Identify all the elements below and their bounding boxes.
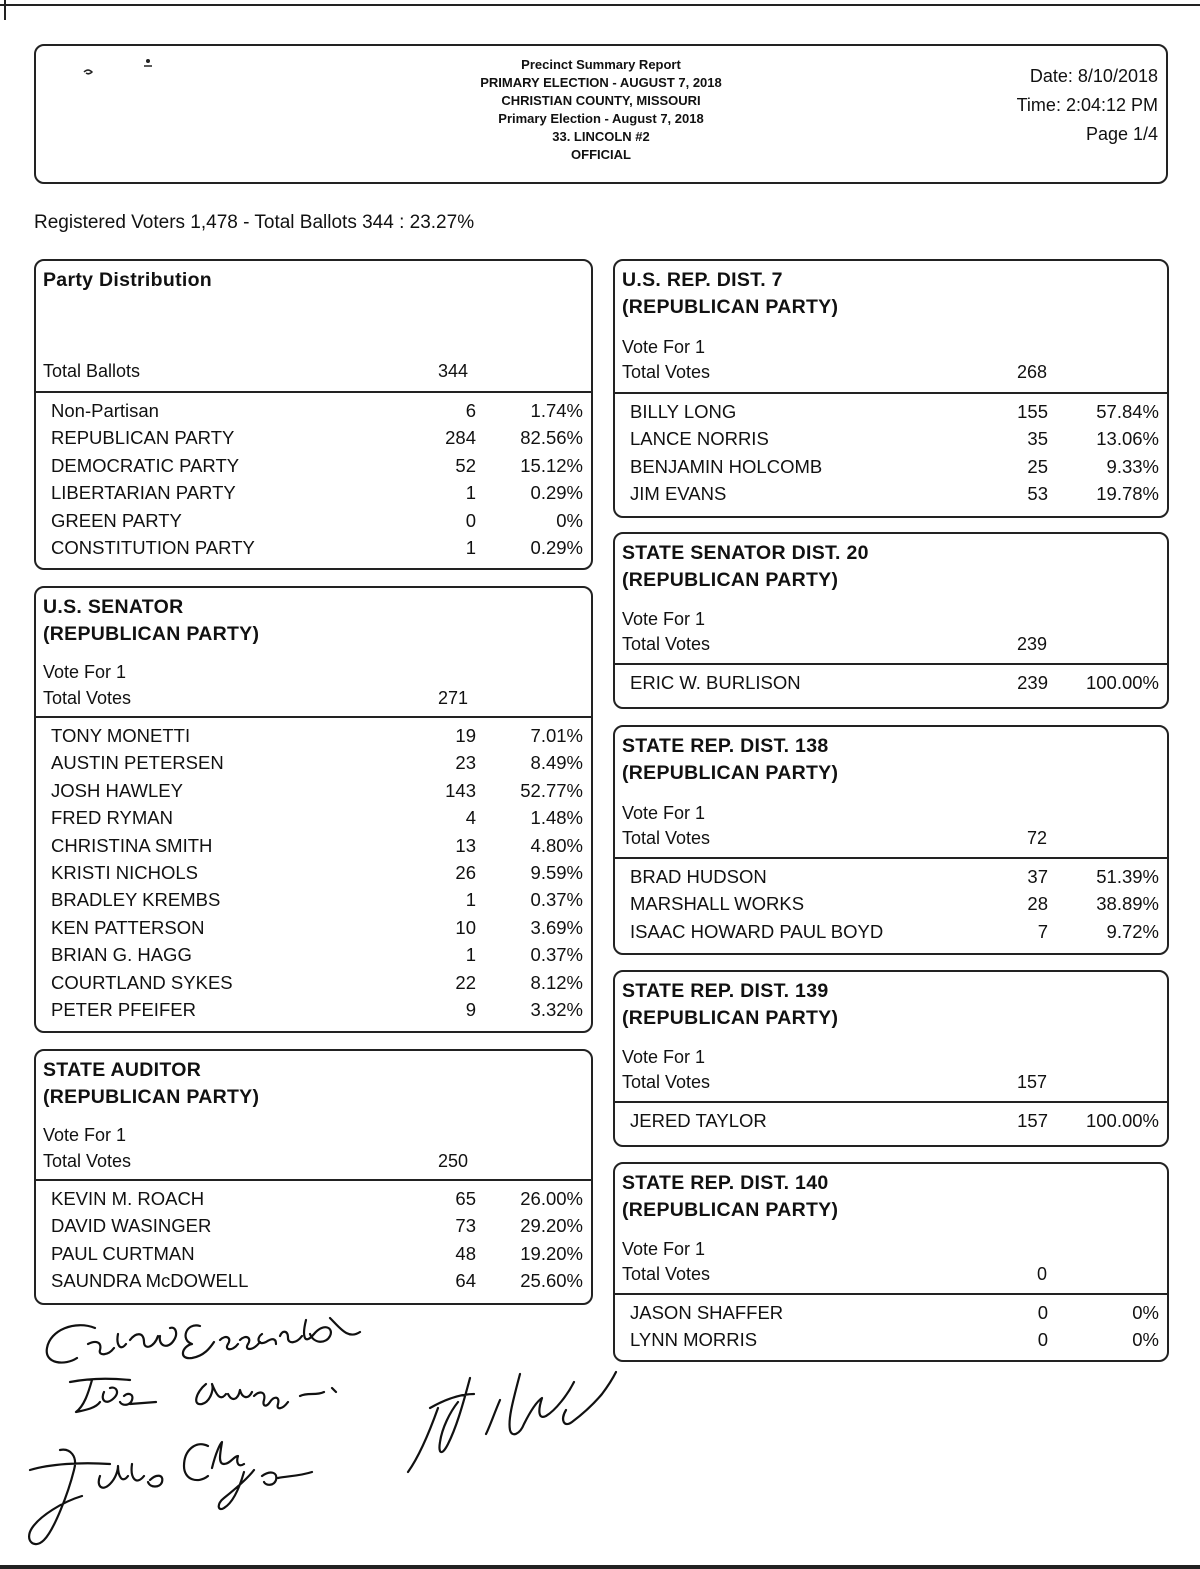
- party-distribution-rows: [36, 393, 591, 565]
- vote-percent: 0%: [1132, 1302, 1159, 1323]
- party-name: (REPUBLICAN PARTY): [622, 762, 839, 784]
- vote-count: 155: [1017, 401, 1048, 422]
- signature-2: [70, 1379, 336, 1412]
- total-value: 268: [1016, 362, 1047, 382]
- total-label: Total Votes: [43, 1151, 132, 1171]
- candidate-name: JOSH HAWLEY: [51, 779, 183, 801]
- contest-title: [43, 594, 583, 648]
- vote-count: 64: [455, 1270, 476, 1292]
- vote-count: 25: [1027, 455, 1048, 477]
- candidate-name: KEVIN M. ROACH: [51, 1188, 205, 1209]
- result-row: [51, 1185, 583, 1212]
- contest-title: [622, 978, 1159, 1032]
- result-row: [51, 1267, 583, 1294]
- candidate-name: ERIC W. BURLISON: [630, 672, 801, 693]
- office-name: U.S. REP. DIST. 7: [622, 269, 783, 291]
- signature-4: [408, 1372, 616, 1472]
- page-top-border: [0, 4, 1200, 6]
- vote-percent: 29.20%: [520, 1215, 583, 1237]
- us-senator-header: [36, 588, 591, 718]
- total-value: 271: [437, 688, 468, 708]
- county-name: CHRISTIAN COUNTY, MISSOURI: [501, 93, 701, 108]
- total-value: 250: [437, 1151, 468, 1171]
- vote-percent: 25.60%: [520, 1270, 583, 1292]
- candidate-name: BRIAN G. HAGG: [51, 944, 192, 966]
- signature-1: [47, 1318, 360, 1363]
- total-value: 239: [1016, 634, 1047, 654]
- state-rep-dist-139-box: [613, 970, 1169, 1147]
- result-row: [51, 886, 583, 913]
- office-name: STATE REP. DIST. 139: [622, 980, 829, 1002]
- page-bottom-border: [0, 1565, 1200, 1569]
- result-row: [630, 918, 1159, 945]
- state-rep-dist-138-header: [615, 727, 1167, 859]
- candidate-name: DEMOCRATIC PARTY: [51, 454, 240, 476]
- office-name: U.S. SENATOR: [43, 596, 184, 618]
- total-label: Total Votes: [622, 828, 711, 848]
- total-label: Total Votes: [622, 362, 711, 382]
- vote-percent: 100.00%: [1085, 1110, 1159, 1131]
- party-name: (REPUBLICAN PARTY): [622, 296, 839, 318]
- vote-percent: 13.06%: [1096, 428, 1159, 450]
- header-meta: [1017, 62, 1158, 149]
- candidate-name: KRISTI NICHOLS: [51, 861, 198, 883]
- vote-percent: 0.37%: [530, 889, 583, 911]
- contest-title: [43, 1057, 583, 1111]
- vote-percent: 38.89%: [1096, 893, 1159, 915]
- vote-count: 0: [465, 509, 476, 531]
- vote-percent: 15.12%: [520, 454, 583, 476]
- office-name: STATE AUDITOR: [43, 1059, 202, 1081]
- candidate-name: JIM EVANS: [630, 483, 727, 505]
- candidate-name: CHRISTINA SMITH: [51, 834, 213, 856]
- vote-percent: 8.49%: [530, 752, 583, 774]
- candidate-name: MARSHALL WORKS: [630, 893, 805, 915]
- candidate-name: CONSTITUTION PARTY: [51, 536, 255, 558]
- vote-count: 1: [465, 889, 476, 911]
- result-row: [630, 669, 1159, 696]
- vote-percent: 0%: [556, 509, 583, 531]
- candidate-name: PETER PFEIFER: [51, 998, 196, 1020]
- vote-count: 239: [1017, 672, 1048, 693]
- total-value: 72: [1026, 828, 1047, 848]
- result-row: [51, 777, 583, 804]
- vote-count: 10: [455, 916, 476, 938]
- report-time: Time: 2:04:12 PM: [1016, 95, 1158, 115]
- page-left-border: [4, 0, 6, 20]
- vote-for-label: Vote For 1: [622, 1239, 706, 1259]
- vote-for-label: Vote For 1: [622, 609, 706, 629]
- state-rep-dist-139-rows: [615, 1103, 1167, 1138]
- vote-count: 0: [1037, 1329, 1048, 1351]
- result-row: [630, 398, 1159, 425]
- candidate-name: LANCE NORRIS: [630, 428, 769, 450]
- vote-for-label: Vote For 1: [622, 337, 706, 357]
- candidate-name: LIBERTARIAN PARTY: [51, 482, 236, 504]
- vote-percent: 4.80%: [530, 834, 583, 856]
- result-row: [51, 1212, 583, 1239]
- state-auditor-box: [34, 1049, 593, 1305]
- vote-percent: 1.74%: [530, 400, 583, 421]
- candidate-name: JERED TAYLOR: [630, 1110, 767, 1131]
- state-auditor-header: [36, 1051, 591, 1181]
- candidate-name: KEN PATTERSON: [51, 916, 205, 938]
- result-row: [51, 1240, 583, 1267]
- result-row: [630, 1107, 1159, 1134]
- vote-percent: 82.56%: [520, 427, 583, 449]
- result-row: [51, 914, 583, 941]
- vote-percent: 9.72%: [1106, 920, 1159, 942]
- report-date: Date: 8/10/2018: [1029, 66, 1158, 86]
- total-label: Total Ballots: [43, 361, 141, 381]
- state-rep-dist-138-box: [613, 725, 1169, 955]
- official-label: OFFICIAL: [571, 147, 631, 162]
- total-value: 0: [1036, 1264, 1047, 1284]
- result-row: [51, 749, 583, 776]
- us-senator-box: [34, 586, 593, 1033]
- party-name: (REPUBLICAN PARTY): [622, 569, 839, 591]
- result-row: [630, 890, 1159, 917]
- candidate-name: REPUBLICAN PARTY: [51, 427, 235, 449]
- vote-percent: 8.12%: [530, 971, 583, 993]
- party-name: (REPUBLICAN PARTY): [43, 1086, 260, 1108]
- candidate-name: BRAD HUDSON: [630, 866, 767, 887]
- vote-percent: 0.29%: [530, 536, 583, 558]
- candidate-name: DAVID WASINGER: [51, 1215, 212, 1237]
- vote-count: 1: [465, 944, 476, 966]
- us-senator-rows: [36, 718, 591, 1027]
- state-senator-dist-20-rows: [615, 665, 1167, 700]
- state-rep-dist-139-header: [615, 972, 1167, 1103]
- signature-3: [29, 1442, 312, 1544]
- result-row: [51, 969, 583, 996]
- vote-percent: 9.59%: [530, 861, 583, 883]
- candidate-name: FRED RYMAN: [51, 807, 173, 829]
- vote-percent: 0.37%: [530, 944, 583, 966]
- state-rep-dist-140-header: [615, 1164, 1167, 1295]
- vote-count: 19: [455, 725, 476, 746]
- registered-voters-summary: Registered Voters 1,478 - Total Ballots 344 : 23.27%: [34, 212, 475, 233]
- party-distribution-box: [34, 259, 593, 570]
- vote-count: 7: [1037, 920, 1048, 942]
- vote-for-label: Vote For 1: [43, 1125, 127, 1145]
- state-senator-dist-20-box: [613, 532, 1169, 709]
- state-rep-dist-138-rows: [615, 859, 1167, 949]
- us-rep-dist-7-box: [613, 259, 1169, 518]
- candidate-name: BENJAMIN HOLCOMB: [630, 455, 823, 477]
- report-header: [34, 44, 1168, 184]
- result-row: [630, 425, 1159, 452]
- vote-count: 9: [465, 998, 476, 1020]
- header-title-block: [36, 56, 1166, 164]
- election-subtitle: Primary Election - August 7, 2018: [498, 111, 704, 126]
- vote-count: 6: [465, 400, 476, 421]
- candidate-name: GREEN PARTY: [51, 509, 182, 531]
- us-rep-dist-7-rows: [615, 394, 1167, 512]
- vote-count: 13: [455, 834, 476, 856]
- contest-title: [622, 540, 1159, 594]
- vote-percent: 19.20%: [520, 1242, 583, 1264]
- page-number: Page 1/4: [1085, 124, 1158, 144]
- contest-title: [622, 733, 1159, 787]
- result-row: [51, 479, 583, 506]
- vote-percent: 26.00%: [520, 1188, 583, 1209]
- vote-count: 1: [465, 482, 476, 504]
- office-name: STATE REP. DIST. 140: [622, 1172, 829, 1194]
- party-name: (REPUBLICAN PARTY): [622, 1007, 839, 1029]
- result-row: [51, 804, 583, 831]
- vote-count: 26: [455, 861, 476, 883]
- result-row: [51, 452, 583, 479]
- result-row: [51, 397, 583, 424]
- contest-title: [622, 267, 1159, 321]
- vote-percent: 1.48%: [530, 807, 583, 829]
- signatures: [0, 1300, 700, 1560]
- result-row: [51, 859, 583, 886]
- vote-for-label: Vote For 1: [43, 662, 127, 682]
- result-row: [630, 480, 1159, 507]
- candidate-name: ISAAC HOWARD PAUL BOYD: [630, 920, 884, 942]
- contest-title: Party Distribution: [43, 269, 212, 291]
- contest-title: [622, 1170, 1159, 1224]
- vote-percent: 3.32%: [530, 998, 583, 1020]
- total-label: Total Votes: [622, 634, 711, 654]
- vote-count: 73: [455, 1215, 476, 1237]
- us-rep-dist-7-header: [615, 261, 1167, 394]
- result-row: [51, 996, 583, 1023]
- vote-percent: 9.33%: [1106, 455, 1159, 477]
- vote-count: 22: [455, 971, 476, 993]
- candidate-name: TONY MONETTI: [51, 725, 191, 746]
- candidate-name: COURTLAND SYKES: [51, 971, 233, 993]
- office-name: STATE REP. DIST. 138: [622, 735, 829, 757]
- result-row: [630, 453, 1159, 480]
- vote-percent: 0.29%: [530, 482, 583, 504]
- vote-percent: 51.39%: [1096, 866, 1159, 887]
- total-label: Total Votes: [622, 1072, 711, 1092]
- total-value: 344: [437, 361, 468, 381]
- vote-count: 53: [1027, 483, 1048, 505]
- vote-count: 28: [1027, 893, 1048, 915]
- result-row: [630, 1299, 1159, 1326]
- result-row: [51, 507, 583, 534]
- vote-percent: 52.77%: [520, 779, 583, 801]
- state-auditor-rows: [36, 1181, 591, 1299]
- result-row: [51, 832, 583, 859]
- state-senator-dist-20-header: [615, 534, 1167, 665]
- vote-percent: 100.00%: [1085, 672, 1159, 693]
- vote-percent: 19.78%: [1096, 483, 1159, 505]
- vote-count: 284: [445, 427, 476, 449]
- candidate-name: PAUL CURTMAN: [51, 1242, 195, 1264]
- vote-count: 4: [465, 807, 476, 829]
- total-value: 157: [1016, 1072, 1047, 1092]
- party-distribution-header: [36, 261, 591, 393]
- result-row: [51, 534, 583, 561]
- precinct-name: 33. LINCOLN #2: [552, 129, 650, 144]
- vote-count: 1: [465, 536, 476, 558]
- party-name: (REPUBLICAN PARTY): [43, 623, 260, 645]
- total-label: Total Votes: [622, 1264, 711, 1284]
- vote-count: 48: [455, 1242, 476, 1264]
- vote-percent: 3.69%: [530, 916, 583, 938]
- vote-count: 65: [455, 1188, 476, 1209]
- candidate-name: LYNN MORRIS: [630, 1329, 758, 1351]
- total-label: Total Votes: [43, 688, 132, 708]
- candidate-name: AUSTIN PETERSEN: [51, 752, 224, 774]
- vote-percent: 57.84%: [1096, 401, 1159, 422]
- vote-count: 23: [455, 752, 476, 774]
- office-name: STATE SENATOR DIST. 20: [622, 542, 869, 564]
- vote-count: 157: [1017, 1110, 1048, 1131]
- vote-count: 0: [1037, 1302, 1048, 1323]
- candidate-name: JASON SHAFFER: [630, 1302, 784, 1323]
- vote-for-label: Vote For 1: [622, 1047, 706, 1067]
- candidate-name: BRADLEY KREMBS: [51, 889, 221, 911]
- vote-percent: 0%: [1132, 1329, 1159, 1351]
- candidate-name: BILLY LONG: [630, 401, 737, 422]
- vote-count: 52: [455, 454, 476, 476]
- election-name: PRIMARY ELECTION - AUGUST 7, 2018: [480, 75, 722, 90]
- result-row: [51, 722, 583, 749]
- result-row: [630, 863, 1159, 890]
- report-type: Precinct Summary Report: [521, 57, 681, 72]
- vote-percent: 7.01%: [530, 725, 583, 746]
- result-row: [51, 424, 583, 451]
- vote-for-label: Vote For 1: [622, 803, 706, 823]
- candidate-name: Non-Partisan: [51, 400, 159, 421]
- candidate-name: SAUNDRA McDOWELL: [51, 1270, 249, 1292]
- vote-count: 35: [1027, 428, 1048, 450]
- vote-count: 37: [1027, 866, 1048, 887]
- result-row: [630, 1326, 1159, 1353]
- party-name: (REPUBLICAN PARTY): [622, 1199, 839, 1221]
- result-row: [51, 941, 583, 968]
- vote-count: 143: [445, 779, 476, 801]
